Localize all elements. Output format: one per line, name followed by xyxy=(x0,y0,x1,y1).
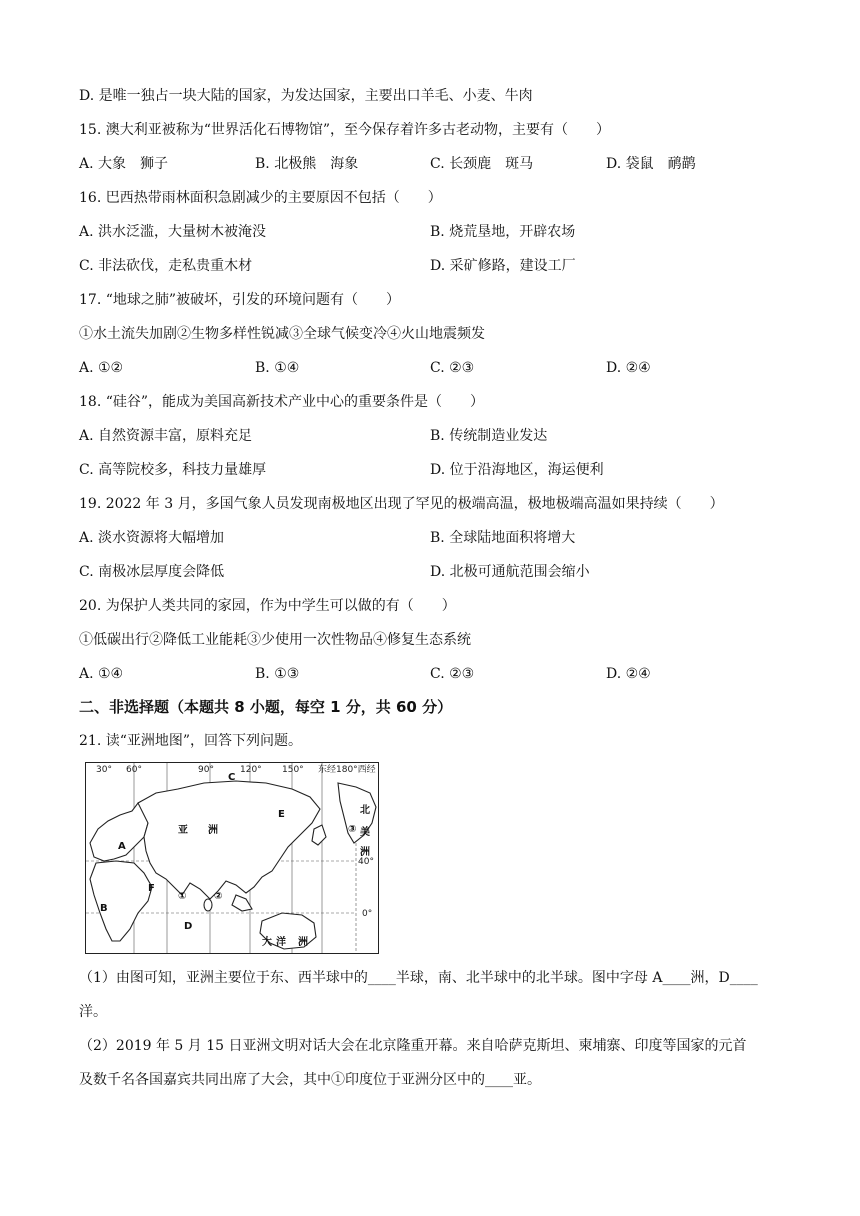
map-letter-c: C xyxy=(228,772,236,783)
q17-option-c: C. ②③ xyxy=(430,360,475,376)
lon-label: 60° xyxy=(126,765,142,775)
q15-option-c: C. 长颈鹿 斑马 xyxy=(430,156,534,172)
q16-option-c: C. 非法砍伐，走私贵重木材 xyxy=(79,258,253,274)
lon-label: 120° xyxy=(240,765,262,775)
region-label-north-america: 美 xyxy=(360,827,370,838)
q19-option-c: C. 南极冰层厚度会降低 xyxy=(79,564,225,580)
q15-stem: 15. 澳大利亚被称为“世界活化石博物馆”，至今保存着许多古老动物，主要有（ ） xyxy=(79,122,611,138)
q21-part2: （2）2019 年 5 月 15 日亚洲文明对话大会在北京隆重开幕。来自哈萨克斯坦、柬埔寨、印度等国家的元首 xyxy=(79,1038,747,1054)
section-heading: 二、非选择题（本题共 8 小题，每空 1 分，共 60 分） xyxy=(79,698,453,716)
lon-label: 150° xyxy=(282,765,304,775)
lat-label: 40° xyxy=(358,857,374,867)
q20-stem: 20. 为保护人类共同的家园，作为中学生可以做的有（ ） xyxy=(79,598,456,614)
north-america-land xyxy=(338,783,376,843)
map-marker-2: ② xyxy=(214,891,223,902)
lat-label: 0° xyxy=(362,909,373,919)
q16-option-d: D. 采矿修路，建设工厂 xyxy=(430,258,576,274)
asia-land xyxy=(138,781,320,899)
q20-items: ①低碳出行②降低工业能耗③少使用一次性物品④修复生态系统 xyxy=(79,632,471,648)
map-letter-e: E xyxy=(278,809,285,820)
map-letter-f: F xyxy=(148,883,155,894)
map-letter-a: A xyxy=(118,841,126,852)
q18-option-a: A. 自然资源丰富，原料充足 xyxy=(79,428,253,444)
q18-option-c: C. 高等院校多，科技力量雄厚 xyxy=(79,462,267,478)
q16-option-a: A. 洪水泛滥，大量树木被淹没 xyxy=(79,224,267,240)
q19-stem: 19. 2022 年 3 月，多国气象人员发现南极地区出现了罕见的极端高温，极地极端高温如果持续（ ） xyxy=(79,496,724,512)
q21-part1-cont: 洋。 xyxy=(79,1004,107,1020)
q17-stem: 17. “地球之肺”被破坏，引发的环境问题有（ ） xyxy=(79,292,401,308)
q21-part1: （1）由图可知，亚洲主要位于东、西半球中的____半球，南、北半球中的北半球。图中字母 A____洲，D____ xyxy=(79,970,758,986)
q17-option-a: A. ①② xyxy=(79,360,124,376)
q17-items: ①水土流失加剧②生物多样性锐减③全球气候变冷④火山地震频发 xyxy=(79,326,485,342)
q18-option-d: D. 位于沿海地区，海运便利 xyxy=(430,462,604,478)
q14-option-d: D. 是唯一独占一块大陆的国家，为发达国家，主要出口羊毛、小麦、牛肉 xyxy=(79,88,533,104)
region-label-north-america: 北 xyxy=(360,805,370,816)
q17-option-d: D. ②④ xyxy=(606,360,651,376)
q16-option-b: B. 烧荒垦地，开辟农场 xyxy=(430,224,576,240)
asia-map-drawing xyxy=(86,763,378,953)
region-label-north-america: 洲 xyxy=(360,847,370,858)
q15-option-a: A. 大象 狮子 xyxy=(79,156,169,172)
island-land xyxy=(204,899,212,911)
q19-option-d: D. 北极可通航范围会缩小 xyxy=(430,564,590,580)
q20-option-a: A. ①④ xyxy=(79,666,124,682)
lon-label: 东经180°西经 xyxy=(318,765,376,775)
q20-option-c: C. ②③ xyxy=(430,666,475,682)
q21-stem: 21. 读“亚洲地图”，回答下列问题。 xyxy=(79,733,303,749)
asia-map xyxy=(85,762,379,954)
region-label-oceania: 洋 xyxy=(276,937,286,948)
q19-option-a: A. 淡水资源将大幅增加 xyxy=(79,530,225,546)
map-marker-3: ③ xyxy=(348,824,357,835)
q20-option-b: B. ①③ xyxy=(255,666,300,682)
lon-label: 30° xyxy=(96,765,112,775)
q20-option-d: D. ②④ xyxy=(606,666,651,682)
region-label-asia: 亚 xyxy=(178,825,188,836)
q21-part2-cont: 及数千名各国嘉宾共同出席了大会，其中①印度位于亚洲分区中的____亚。 xyxy=(79,1072,541,1088)
africa-land xyxy=(90,861,152,941)
q17-option-b: B. ①④ xyxy=(255,360,300,376)
map-marker-1: ① xyxy=(178,891,187,902)
region-label-oceania: 洲 xyxy=(298,937,308,948)
island-land xyxy=(232,895,252,911)
q18-stem: 18. “硅谷”，能成为美国高新技术产业中心的重要条件是（ ） xyxy=(79,394,485,410)
region-label-asia: 洲 xyxy=(208,825,218,836)
lon-label: 90° xyxy=(198,765,214,775)
q16-stem: 16. 巴西热带雨林面积急剧减少的主要原因不包括（ ） xyxy=(79,190,442,206)
q15-option-d: D. 袋鼠 鸸鹋 xyxy=(606,156,696,172)
island-land xyxy=(312,825,326,845)
q15-option-b: B. 北极熊 海象 xyxy=(255,156,359,172)
q18-option-b: B. 传统制造业发达 xyxy=(430,428,548,444)
region-label-oceania: 大 xyxy=(262,937,272,948)
map-letter-d: D xyxy=(184,921,193,932)
map-letter-b: B xyxy=(100,903,108,914)
q19-option-b: B. 全球陆地面积将增大 xyxy=(430,530,576,546)
